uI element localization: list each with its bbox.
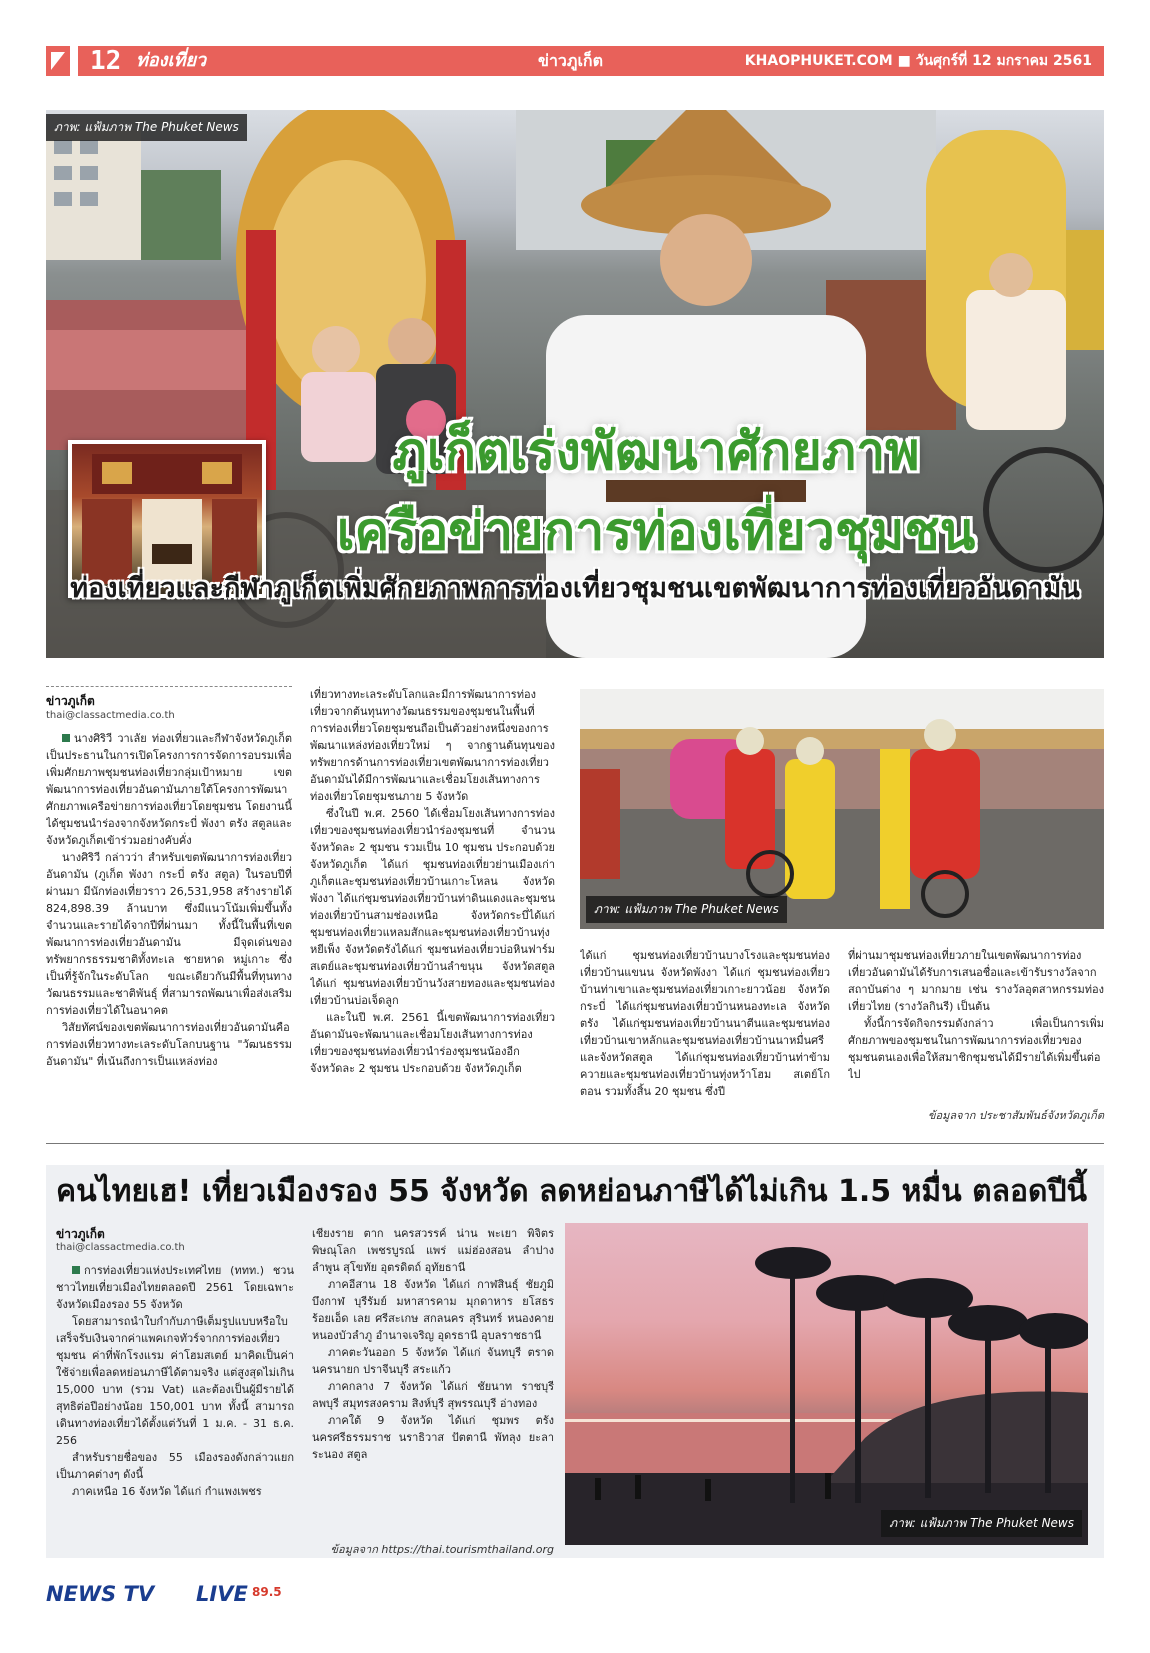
paragraph: นางศิริวี วาเลัย ท่องเที่ยวและกีฬาจังหวัดภูเก็ต เป็นประธานในการเปิดโครงการการจัดการอบรมเพื่อเพิ่มศักยภาพชุมชนท่องเที่ยวกลุ่มเป้าหมาย เขตพัฒนาการท่องเที่ยวอันดามันภายใต้โครงการพัฒนาศักยภาพเครือข่ายการท่องเที่ยวโดยชุมชน โดยงานนี้ได้ชุมชนนำร่องจากจังหวัดกระบี่ พังงา ตรัง สตูลและจังหวัดภูเก็ตเข้าร่วมอย่างคับคั่ง <box>46 732 292 847</box>
paragraph: ทั้งนี้การจัดกิจกรรมดังกล่าว เพื่อเป็นการเพิ่มศักยภาพของชุมชนในการพัฒนาการท่องเที่ยวของชุมชนตนเองเพื่อให้สมาชิกชุมชนได้มีรายได้เพิ่มขึ้นต่อไป <box>848 1017 1104 1081</box>
article2-source: ข้อมูลจาก https://thai.tourismthailand.org <box>330 1543 554 1556</box>
hero-headline-line-2: เครือข่ายการท่องเที่ยวชุมชน <box>336 502 976 562</box>
paragraph: สำหรับรายชื่อของ 55 เมืองรองดังกล่าวแยกเป็นภาคต่างๆ ดังนี้ <box>56 1451 294 1481</box>
footer-brands <box>46 1582 466 1608</box>
article1-email: thai@classactmedia.co.th <box>46 710 175 721</box>
paragraph: และในปี พ.ศ. 2561 นี้เขตพัฒนาการท่องเที่ยวอันดามันจะพัฒนาและเชื่อมโยงเส้นทางการท่องเที่ยวของชุมชนท่องเที่ยวนำร่องชุมชนน้องอีก จังหวัดละ 2 ชุมชน ประกอบด้วย จังหวัดภูเก็ต <box>310 1011 555 1075</box>
paragraph: ภาคเหนือ 16 จังหวัด ได้แก่ กำแพงเพชร <box>72 1485 262 1498</box>
article1-photo-credit: ภาพ: แฟ้มภาพ The Phuket News <box>586 896 787 923</box>
page-number: 12 <box>90 46 122 76</box>
section-divider <box>46 1143 1104 1144</box>
article2-email: thai@classactmedia.co.th <box>56 1242 185 1253</box>
paragraph: ได้แก่ ชุมชนท่องเที่ยวบ้านบางโรงและชุมชนท่องเที่ยวบ้านแขนน จังหวัดพังงา ได้แก่ ชุมชนท่องเที่ยวบ้านท่าเขาและชุมชนท่องเที่ยวเกาะยาวน้อย จังหวัดกระบี่ ได้แก่ชุมชนท่องเที่ยวบ้านหนองทะเล จังหวัดตรัง ได้แก่ชุมชนท่องเที่ยวบ้านนาตีนและชุมชนท่องเที่ยวบ้านเขาหลักและชุมชนท่องเที่ยวบ้านนาหมื่นศรี และจังหวัดสตูล ได้แก่ชุมชนท่องเที่ยวบ้านท่าข้ามควายและชุมชนท่องเที่ยวบ้านทุ่งหว้าโฮม สเตย์โกตอน รวมทั้งสิ้น 20 ชุมชน ซึ่งปี <box>580 949 830 1098</box>
article2-column-1 <box>56 1262 294 1558</box>
sunset-illustration <box>565 1223 1088 1545</box>
paragraph: ภาคใต้ 9 จังหวัด ได้แก่ ชุมพร ตรัง นครศรีธรรมราช นราธิวาส ปัตตานี พัทลุง ยะลา ระนอง สตูล <box>312 1414 554 1461</box>
article1-source: ข้อมูลจาก ประชาสัมพันธ์จังหวัดภูเก็ต <box>928 1109 1104 1122</box>
hero-photo-credit: ภาพ: แฟ้มภาพ The Phuket News <box>46 114 247 141</box>
article2-column-2 <box>312 1225 554 1537</box>
page-header-bar <box>78 46 1104 76</box>
article1-column-1 <box>46 730 292 1132</box>
paragraph: ภาคกลาง 7 จังหวัด ได้แก่ ชัยนาท ราชบุรี ลพบุรี สมุทรสงคราม สิงห์บุรี สุพรรณบุรี อ่างทอง <box>312 1380 554 1410</box>
masthead-logo: ข่าวภูเก็ต <box>538 51 603 70</box>
article1-column-2 <box>310 686 555 1132</box>
paragraph: เชียงราย ตาก นครสวรรค์ น่าน พะเยา พิจิตร พิษณุโลก เพชรบูรณ์ แพร่ แม่ฮ่องสอน ลำปาง ลำพูน สุโขทัย อุตรดิตถ์ อุทัยธานี <box>312 1227 554 1274</box>
issue-date: วันศุกร์ที่ 12 มกราคม 2561 <box>915 53 1092 69</box>
lead-square-icon <box>62 734 70 742</box>
article1-photo <box>580 689 1104 929</box>
corner-mark <box>46 46 70 76</box>
article2-byline: ข่าวภูเก็ต <box>56 1227 105 1241</box>
sunset-photo-credit: ภาพ: แฟ้มภาพ The Phuket News <box>881 1510 1082 1537</box>
paragraph: ภาคตะวันออก 5 จังหวัด ได้แก่ จันทบุรี ตราด นครนายก ปราจีนบุรี สระแก้ว <box>312 1346 554 1376</box>
paragraph: เที่ยวทางทะเลระดับโลกและมีการพัฒนาการท่องเที่ยวจากต้นทุนทางวัฒนธรรมของชุมชนในพื้นที่ การท่องเที่ยวโดยชุมชนถือเป็นตัวอย่างหนึ่งของการพัฒนาแหล่งท่องเที่ยวใหม่ ๆ จากฐานต้นทุนของทรัพยากรด้านการท่องเที่ยวเขตพัฒนาการท่องเที่ยวอันดามันได้มีการพัฒนาและเชื่อมโยงเส้นทางการท่องเที่ยวโดยชุมชนภาย 5 จังหวัด <box>310 688 555 803</box>
article1-byline: ข่าวภูเก็ต <box>46 694 95 708</box>
article1-column-4 <box>848 947 1104 1097</box>
article1-column-3 <box>580 947 830 1132</box>
paragraph: โดยสามารถนำใบกำกับภาษีเต็มรูปแบบหรือใบเสร็จรับเงินจากค่าแพคเกจทัวร์จากการท่องเที่ยวชุมชน ค่าที่พักโรงแรม ค่าโฮมสเตย์ มาคิดเป็นค่าใช้จ่ายเพื่อลดหย่อนภาษีได้ตามจริง แต่สูงสุดไม่เกิน 15,000 บาท (รวม Vat) และต้องเป็นผู้มีรายได้สุทธิต่อปีอย่างน้อย 150,001 บาท ทั้งนี้ สามารถเดินทางท่องเที่ยวได้ตั้งแต่วันที่ 1 ม.ค. - 31 ธ.ค. 256 <box>56 1315 294 1447</box>
paragraph: ภาคอีสาน 18 จังหวัด ได้แก่ กาฬสินธุ์ ชัยภูมิ บึงกาฬ บุรีรัมย์ มหาสารคาม มุกดาหาร ยโสธร ร้อยเอ็ด เลย ศรีสะเกษ สกลนคร สุรินทร์ หนองคาย หนองบัวลำภู อำนาจเจริญ อุดรธานี อุบลราชธานี <box>312 1278 554 1342</box>
separator-square-icon: ■ <box>897 53 911 69</box>
byline-rule <box>46 686 292 687</box>
paragraph: การท่องเที่ยวแห่งประเทศไทย (ททท.) ชวนชาวไทยเที่ยวเมืองไทยตลอดปี 2561 โดยเฉพาะจังหวัดเมืองรอง 55 จังหวัด <box>56 1264 294 1311</box>
footer-live-logo: LIVE <box>196 1582 248 1606</box>
sunset-photo <box>565 1223 1088 1545</box>
dateline <box>745 46 1092 76</box>
hero-headline-line-1: ภูเก็ตเร่งพัฒนาศักยภาพ <box>392 422 920 482</box>
parade-illustration <box>580 689 1104 929</box>
story2-headline: คนไทยเฮ! เที่ยวเมืองรอง 55 จังหวัด ลดหย่อนภาษีได้ไม่เกิน 1.5 หมื่น ตลอดปีนี้ <box>56 1174 1088 1209</box>
hero-photo <box>46 110 1104 658</box>
footer-news-tv-logo: NEWS TV <box>46 1582 155 1606</box>
paragraph: ซึ่งในปี พ.ศ. 2560 ได้เชื่อมโยงเส้นทางการท่องเที่ยวของชุมชนท่องเที่ยวนำร่องชุมชนที่ จำนวน จังหวัดละ 2 ชุมชน รวมเป็น 10 ชุมชน ประกอบด้วย จังหวัดภูเก็ต ได้แก่ ชุมชนท่องเที่ยวย่านเมืองเก่าภูเก็ตและชุมชนท่องเที่ยวบ้านเกาะโหลน จังหวัดพังงา ได้แก่ชุมชนท่องเที่ยวบ้านท่าดินแดงและชุมชนท่องเที่ยวบ้านสามช่องเหนือ จังหวัดกระบี่ได้แก่ ชุมชนท่องเที่ยวแหลมสักและชุมชนท่องเที่ยวบ้านทุ่งหยีเพ็ง จังหวัดตรังได้แก่ ชุมชนท่องเที่ยวบ่อหินฟาร์มสเตย์และชุมชนท่องเที่ยวบ้านลำขนุน จังหวัดสตูล ได้แก่ ชุมชนท่องเที่ยวบ้านวังสายทองและชุมชนท่องเที่ยวบ้านบ่อเจ็ดลูก <box>310 807 555 1007</box>
hero-subhead: ท่องเที่ยวและกีฬาภูเก็ตเพิ่มศักยภาพการท่องเที่ยวชุมชนเขตพัฒนาการท่องเที่ยวอันดามัน <box>70 573 1080 604</box>
site-name: KHAOPHUKET.COM <box>744 53 893 69</box>
lead-square-icon <box>72 1266 80 1274</box>
paragraph: ที่ผ่านมาชุมชนท่องเที่ยวภายในเขตพัฒนาการท่องเที่ยวอันดามันได้รับการเสนอชื่อและเข้ารับรางวัลจากสถาบันต่าง ๆ มากมาย เช่น รางวัลอุตสาหกรรมท่องเที่ยวไทย (รางวัลกินรี) เป็นต้น <box>848 949 1104 1013</box>
section-label: ท่องเที่ยว <box>136 50 207 71</box>
footer-live-frequency: 89.5 <box>252 1585 282 1599</box>
paragraph: นางศิริวี กล่าวว่า สำหรับเขตพัฒนาการท่องเที่ยวอันดามัน (ภูเก็ต พังงา กระบี่ ตรัง สตูล) ในรอบปีที่ผ่านมา มีนักท่องเที่ยวราว 26,531,958 สร้างรายได้ 824,898.39 ล้านบาท ซึ่งมีแนวโน้มเพิ่มขึ้นทั้งจำนวนและรายได้จากปีที่ผ่านมา ทั้งนี้ในพื้นที่เขตพัฒนาการท่องเที่ยวอันดามัน มีจุดเด่นของทรัพยากรธรรมชาติทั้งทะเล ชายหาด หมู่เกาะ ซึ่งเป็นที่รู้จักในระดับโลก ขณะเดียวกันมีพื้นที่ทุนทางวัฒนธรรมและชาติพันธุ์ ที่สามารถพัฒนาเพื่อส่งเสริมการท่องเที่ยวได้ในอนาคต <box>46 851 292 1017</box>
paragraph: วิสัยทัศน์ของเขตพัฒนาการท่องเที่ยวอันดามันคือ การท่องเที่ยวทางทะเลระดับโลกบนฐาน "วัฒนธรรมอันดามัน" ที่เน้นถึงการเป็นแหล่งท่อง <box>46 1021 292 1068</box>
